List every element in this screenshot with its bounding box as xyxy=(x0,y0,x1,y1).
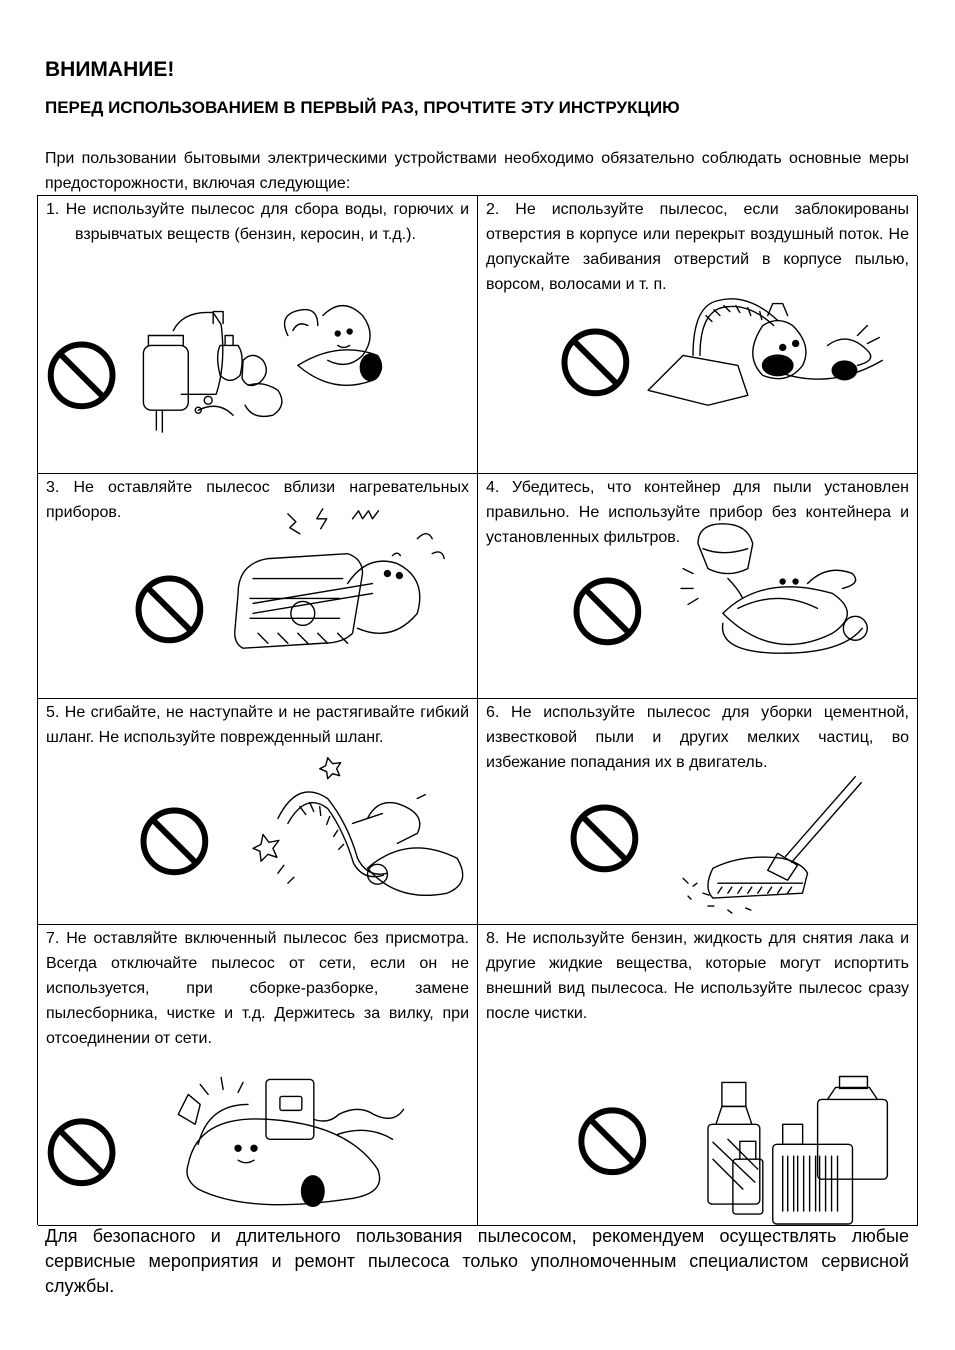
prohibition-icon xyxy=(581,1110,643,1172)
warning-cell-8 xyxy=(478,925,918,1226)
warning-text-1: 1. Не используйте пылесос для сбора воды, горючих и взрывчатых веществ (бензин, керосин, и т.д.). xyxy=(46,201,469,243)
page-title: ВНИМАНИЕ! xyxy=(45,58,175,81)
prohibition-icon xyxy=(51,1121,113,1183)
warning-text-5: 5. Не сгибайте, не наступайте и не растягивайте гибкий шланг. Не используйте поврежденный шланг. xyxy=(46,704,469,746)
warning-text-8: 8. Не используйте бензин, жидкость для снятия лака и другие жидкие вещества, которые могут испортить внешний вид пылесоса. Не используйте пылесос сразу после чистки. xyxy=(486,930,909,1022)
footer-note: Для безопасного и длительного пользования пылесосом, рекомендуем осуществлять любые сервисные мероприятия и ремонт пылесоса только уполномоченным специалистом сервисной службы. xyxy=(45,1226,909,1296)
prohibition-icon xyxy=(144,811,206,873)
warning-text-7: 7. Не оставляйте включенный пылесос без присмотра. Всегда отключайте пылесос от сети, если он не используется, при сборке-разборке, замене пылесборника, чистке и т.д. Держитесь за вилку, при отсоединении от сети. xyxy=(46,930,469,1047)
warning-text-4: 4. Убедитесь, что контейнер для пыли установлен правильно. Не используйте прибор без контейнера и установленных фильтров. xyxy=(486,479,909,546)
page-subtitle: ПЕРЕД ИСПОЛЬЗОВАНИЕМ В ПЕРВЫЙ РАЗ, ПРОЧТИТЕ ЭТУ ИНСТРУКЦИЮ xyxy=(45,98,680,117)
intro-paragraph: При пользовании бытовыми электрическими устройствами необходимо обязательно соблюдать основные меры предосторожности, включая следующие: xyxy=(45,150,909,192)
warning-cell-5 xyxy=(38,699,478,925)
warning-cell-7 xyxy=(38,925,478,1226)
prohibition-icon xyxy=(577,581,639,643)
warnings-table xyxy=(37,195,917,1225)
prohibition-icon xyxy=(51,344,113,406)
warning-cell-6 xyxy=(478,699,918,925)
warning-cell-1 xyxy=(38,196,478,474)
warning-text-3: 3. Не оставляйте пылесос вблизи нагревательных приборов. xyxy=(46,479,469,521)
prohibition-icon xyxy=(574,808,636,870)
warning-cell-4 xyxy=(478,474,918,699)
warning-text-6: 6. Не используйте пылесос для уборки цементной, известковой пыли и других мелких частиц, во избежание попадания их в двигатель. xyxy=(486,704,909,771)
prohibition-icon xyxy=(139,579,201,641)
warning-cell-3 xyxy=(38,474,478,699)
warning-text-2: 2. Не используйте пылесос, если заблокированы отверстия в корпусе или перекрыт воздушный поток. Не допускайте забивания отверстий в корпусе пылью, ворсом, волосами и т. п. xyxy=(486,201,909,293)
prohibition-icon xyxy=(564,332,626,394)
warning-cell-2 xyxy=(478,196,918,474)
